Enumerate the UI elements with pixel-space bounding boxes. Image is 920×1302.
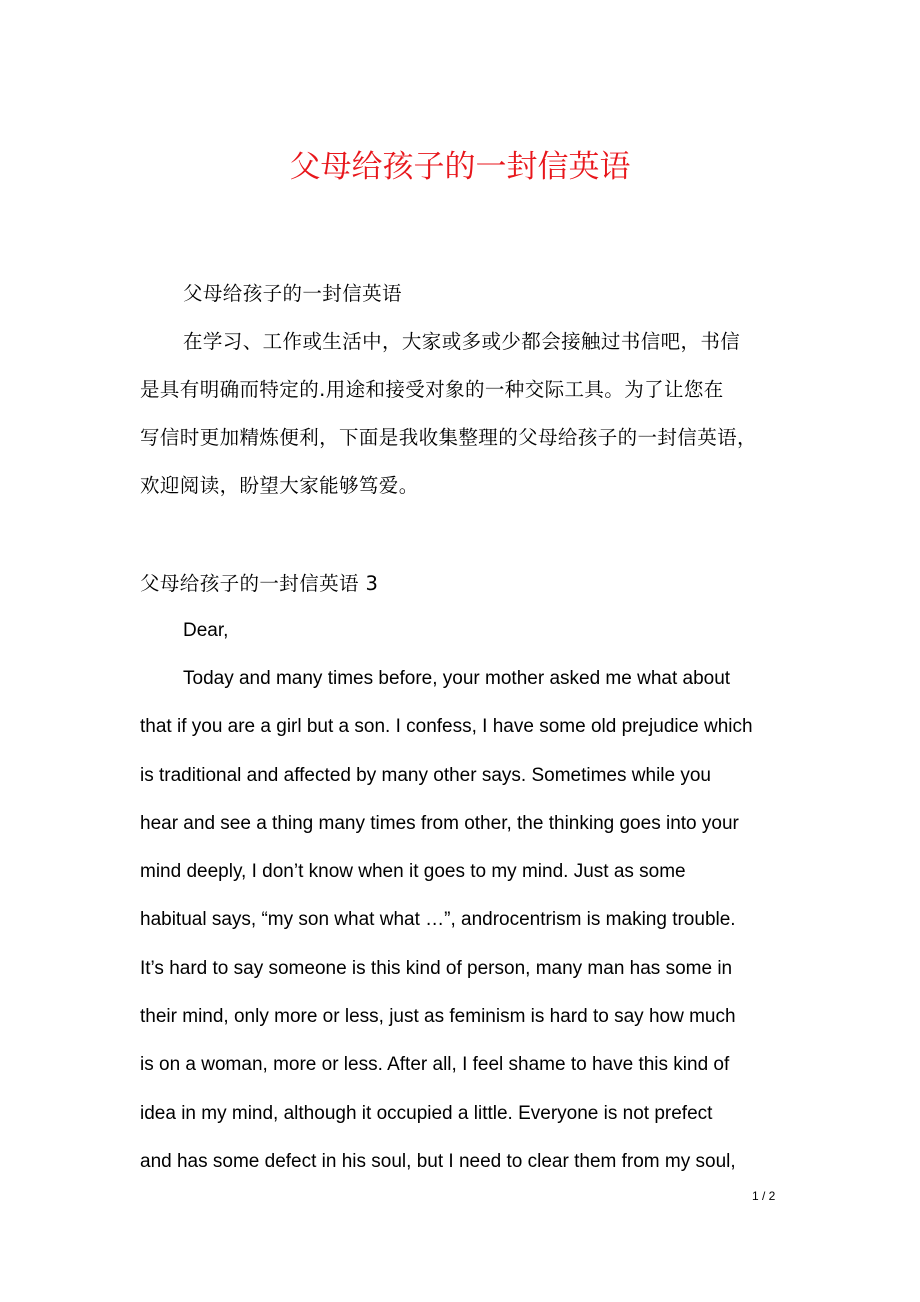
- intro-subtitle: 父母给孩子的一封信英语: [183, 282, 402, 305]
- body-line: is on a woman, more or less. After all, I feel shame to have this kind of: [140, 1054, 730, 1075]
- body-line: Today and many times before, your mother asked me what about: [183, 668, 731, 689]
- intro-line: 是具有明确而特定的.用途和接受对象的一种交际工具。为了让您在: [140, 378, 724, 401]
- section-heading: 父母给孩子的一封信英语 3: [140, 572, 379, 595]
- body-line: that if you are a girl but a son. I confess, I have some old prejudice which: [140, 716, 753, 737]
- intro-line: 在学习、工作或生活中，大家或多或少都会接触过书信吧，书信: [183, 330, 741, 353]
- body-line: idea in my mind, although it occupied a little. Everyone is not prefect: [140, 1103, 713, 1124]
- body-line: habitual says, “my son what what …”, androcentrism is making trouble.: [140, 909, 736, 930]
- body-line: hear and see a thing many times from other, the thinking goes into your: [140, 813, 739, 834]
- document-title: 父母给孩子的一封信英语: [289, 149, 631, 185]
- intro-line: 写信时更加精炼便利，下面是我收集整理的父母给孩子的一封信英语，: [140, 426, 757, 449]
- intro-line: 欢迎阅读，盼望大家能够笃爱。: [140, 474, 419, 497]
- page-number: 1 / 2: [752, 1189, 776, 1203]
- body-line: is traditional and affected by many other says. Sometimes while you: [140, 765, 711, 786]
- body-line: It’s hard to say someone is this kind of person, many man has some in: [140, 958, 733, 979]
- body-line: and has some defect in his soul, but I need to clear them from my soul,: [140, 1151, 736, 1172]
- body-line: mind deeply, I don’t know when it goes to my mind. Just as some: [140, 861, 686, 882]
- body-line: their mind, only more or less, just as feminism is hard to say how much: [140, 1006, 736, 1027]
- salutation: Dear,: [183, 620, 229, 641]
